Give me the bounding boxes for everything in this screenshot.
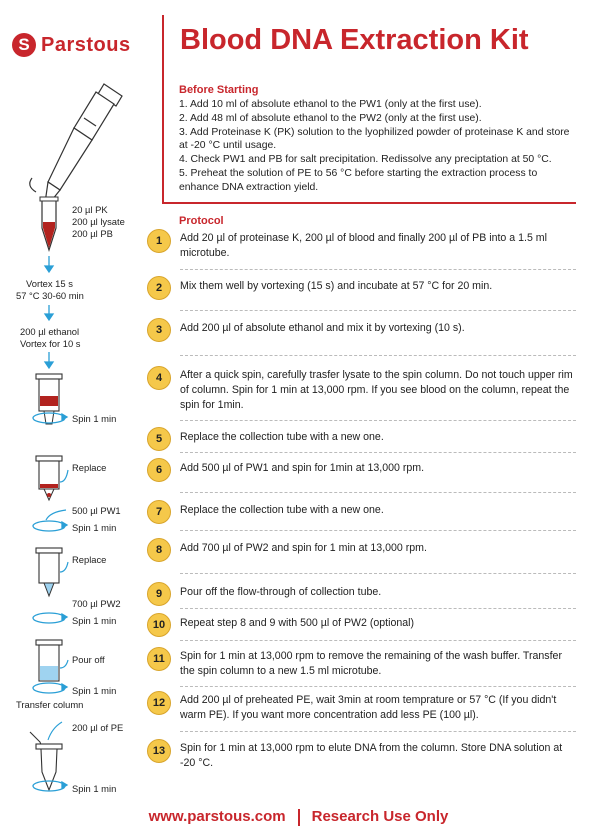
sidebar-label: 200 µl ethanol <box>20 326 80 337</box>
sidebar-label: 57 °C 30-60 min <box>16 290 84 301</box>
before-starting-list <box>179 98 575 195</box>
step-number-badge: 8 <box>147 538 171 562</box>
spin-arrow-icon <box>33 683 67 693</box>
replace-arrow-icon <box>60 470 68 482</box>
protocol-heading: Protocol <box>179 215 224 227</box>
sidebar-label: 700 µl PW2 <box>72 598 121 609</box>
step-divider <box>180 492 576 493</box>
step-text: Add 700 µl of PW2 and spin for 1 min at 13,000 rpm. <box>180 542 427 554</box>
step-number-badge: 10 <box>147 613 171 637</box>
footer-divider <box>298 809 300 826</box>
step-number-badge: 13 <box>147 739 171 763</box>
step-divider <box>180 269 576 270</box>
replace-arrow-icon <box>60 562 68 572</box>
step-text: Add 200 µl of absolute ethanol and mix it by vortexing (10 s). <box>180 322 465 334</box>
spin-column-icon <box>36 640 62 681</box>
brand-name: Parstous <box>41 33 131 56</box>
step-text: Add 200 µl of preheated PE, wait 3min at room temprature or 57 °C (If you didn't warm PE). If you want more concentration add less PE (100 µl). <box>180 694 557 721</box>
down-arrow-icon <box>45 352 53 368</box>
spin-column-icon <box>36 456 62 500</box>
sidebar-label: Spin 1 min <box>72 522 117 533</box>
step-text: Pour off the flow-through of collection tube. <box>180 586 382 598</box>
step-divider <box>180 530 576 531</box>
step-text: Add 20 µl of proteinase K, 200 µl of blood and finally 200 µl of PB into a 1.5 ml microtube. <box>180 232 547 259</box>
step-text: After a quick spin, carefully trasfer lysate to the spin column. Do not touch upper rim of column. Spin for 1 min at 13,000 rpm. If you see blood on the column, repeat the spin for 1min. <box>180 369 573 411</box>
sidebar-label: Vortex for 10 s <box>20 338 81 349</box>
microtube-icon <box>40 197 58 250</box>
step-number-badge: 4 <box>147 366 171 390</box>
before-starting-heading: Before Starting <box>179 84 259 96</box>
step-number-badge: 12 <box>147 691 171 715</box>
spin-column-icon <box>36 548 62 596</box>
step-number-badge: 3 <box>147 318 171 342</box>
step-divider <box>180 731 576 732</box>
pour-arrow-icon <box>60 660 68 668</box>
sidebar-label: Transfer column <box>16 699 84 710</box>
sidebar-label: Spin 1 min <box>72 615 117 626</box>
step-number-badge: 9 <box>147 582 171 606</box>
before-item: 4. Check PW1 and PB for salt precipitation. Redissolve any preciptation at 50 °C. <box>179 154 552 166</box>
sidebar-label: Vortex 15 s <box>26 278 73 289</box>
sidebar-label: Spin 1 min <box>72 413 117 424</box>
spin-arrow-icon <box>33 613 67 623</box>
sidebar-label: 200 µl PB <box>72 228 113 239</box>
step-text: Spin for 1 min at 13,000 rpm to remove the remaining of the wash buffer. Transfer the spin column to a new 1.5 ml microtube. <box>180 650 562 677</box>
sidebar-label: Spin 1 min <box>72 783 117 794</box>
spin-arrow-icon <box>33 521 67 531</box>
step-number-badge: 2 <box>147 276 171 300</box>
step-number-badge: 5 <box>147 427 171 451</box>
step-number-badge: 6 <box>147 458 171 482</box>
before-item: 1. Add 10 ml of absolute ethanol to the PW1 (only at the first use). <box>179 99 482 110</box>
footer <box>0 808 597 826</box>
step-divider <box>180 608 576 609</box>
step-text: Replace the collection tube with a new one. <box>180 431 384 443</box>
before-item: 2. Add 48 ml of absolute ethanol to the PW2 (only at the first use). <box>179 112 482 124</box>
sidebar-label: Spin 1 min <box>72 685 117 696</box>
down-arrow-icon <box>46 510 66 520</box>
step-divider <box>180 640 576 641</box>
before-item: 5. Preheat the solution of PE to 56 °C before starting the extraction process to enhance DNA extraction yield. <box>179 167 538 193</box>
sidebar-label: Pour off <box>72 654 105 665</box>
step-divider <box>180 573 576 574</box>
parstous-logo-icon: S <box>12 33 36 57</box>
header-divider-vertical <box>162 15 164 203</box>
page-title: Blood DNA Extraction Kit <box>180 24 529 56</box>
down-arrow-icon <box>45 305 53 320</box>
step-text: Mix them well by vortexing (15 s) and incubate at 57 °C for 20 min. <box>180 280 493 292</box>
sidebar-label: 20 µl PK <box>72 204 108 215</box>
sidebar-label: 500 µl PW1 <box>72 505 121 516</box>
microtube-icon <box>36 744 62 790</box>
step-divider <box>180 355 576 356</box>
step-divider <box>180 310 576 311</box>
step-text: Add 500 µl of PW1 and spin for 1min at 13,000 rpm. <box>180 462 425 474</box>
step-divider <box>180 420 576 421</box>
step-number-badge: 1 <box>147 229 171 253</box>
step-text: Repeat step 8 and 9 with 500 µl of PW2 (optional) <box>180 617 415 629</box>
sidebar-label: 200 µl lysate <box>72 216 125 227</box>
protocol-illustration <box>0 0 160 800</box>
header-divider-horizontal <box>162 202 576 204</box>
step-number-badge: 11 <box>147 647 171 671</box>
step-text: Spin for 1 min at 13,000 rpm to elute DNA from the column. Store DNA solution at -20 °C. <box>180 742 563 769</box>
step-divider <box>180 686 576 687</box>
research-use-note: Research Use Only <box>311 808 449 825</box>
step-number-badge: 7 <box>147 500 171 524</box>
step-text: Replace the collection tube with a new one. <box>180 504 384 516</box>
sidebar-label: Replace <box>72 554 107 565</box>
spin-column-icon <box>36 374 62 424</box>
sidebar-label: 200 µl of PE <box>72 722 124 733</box>
down-arrow-icon <box>45 256 53 272</box>
sidebar-label: Replace <box>72 462 107 473</box>
step-divider <box>180 452 576 453</box>
before-item: 3. Add Proteinase K (PK) solution to the lyophilized powder of proteinase K and store at -20 °C until usage. <box>179 126 570 152</box>
pipette-icon <box>30 84 122 210</box>
website-link[interactable]: www.parstous.com <box>148 808 286 825</box>
